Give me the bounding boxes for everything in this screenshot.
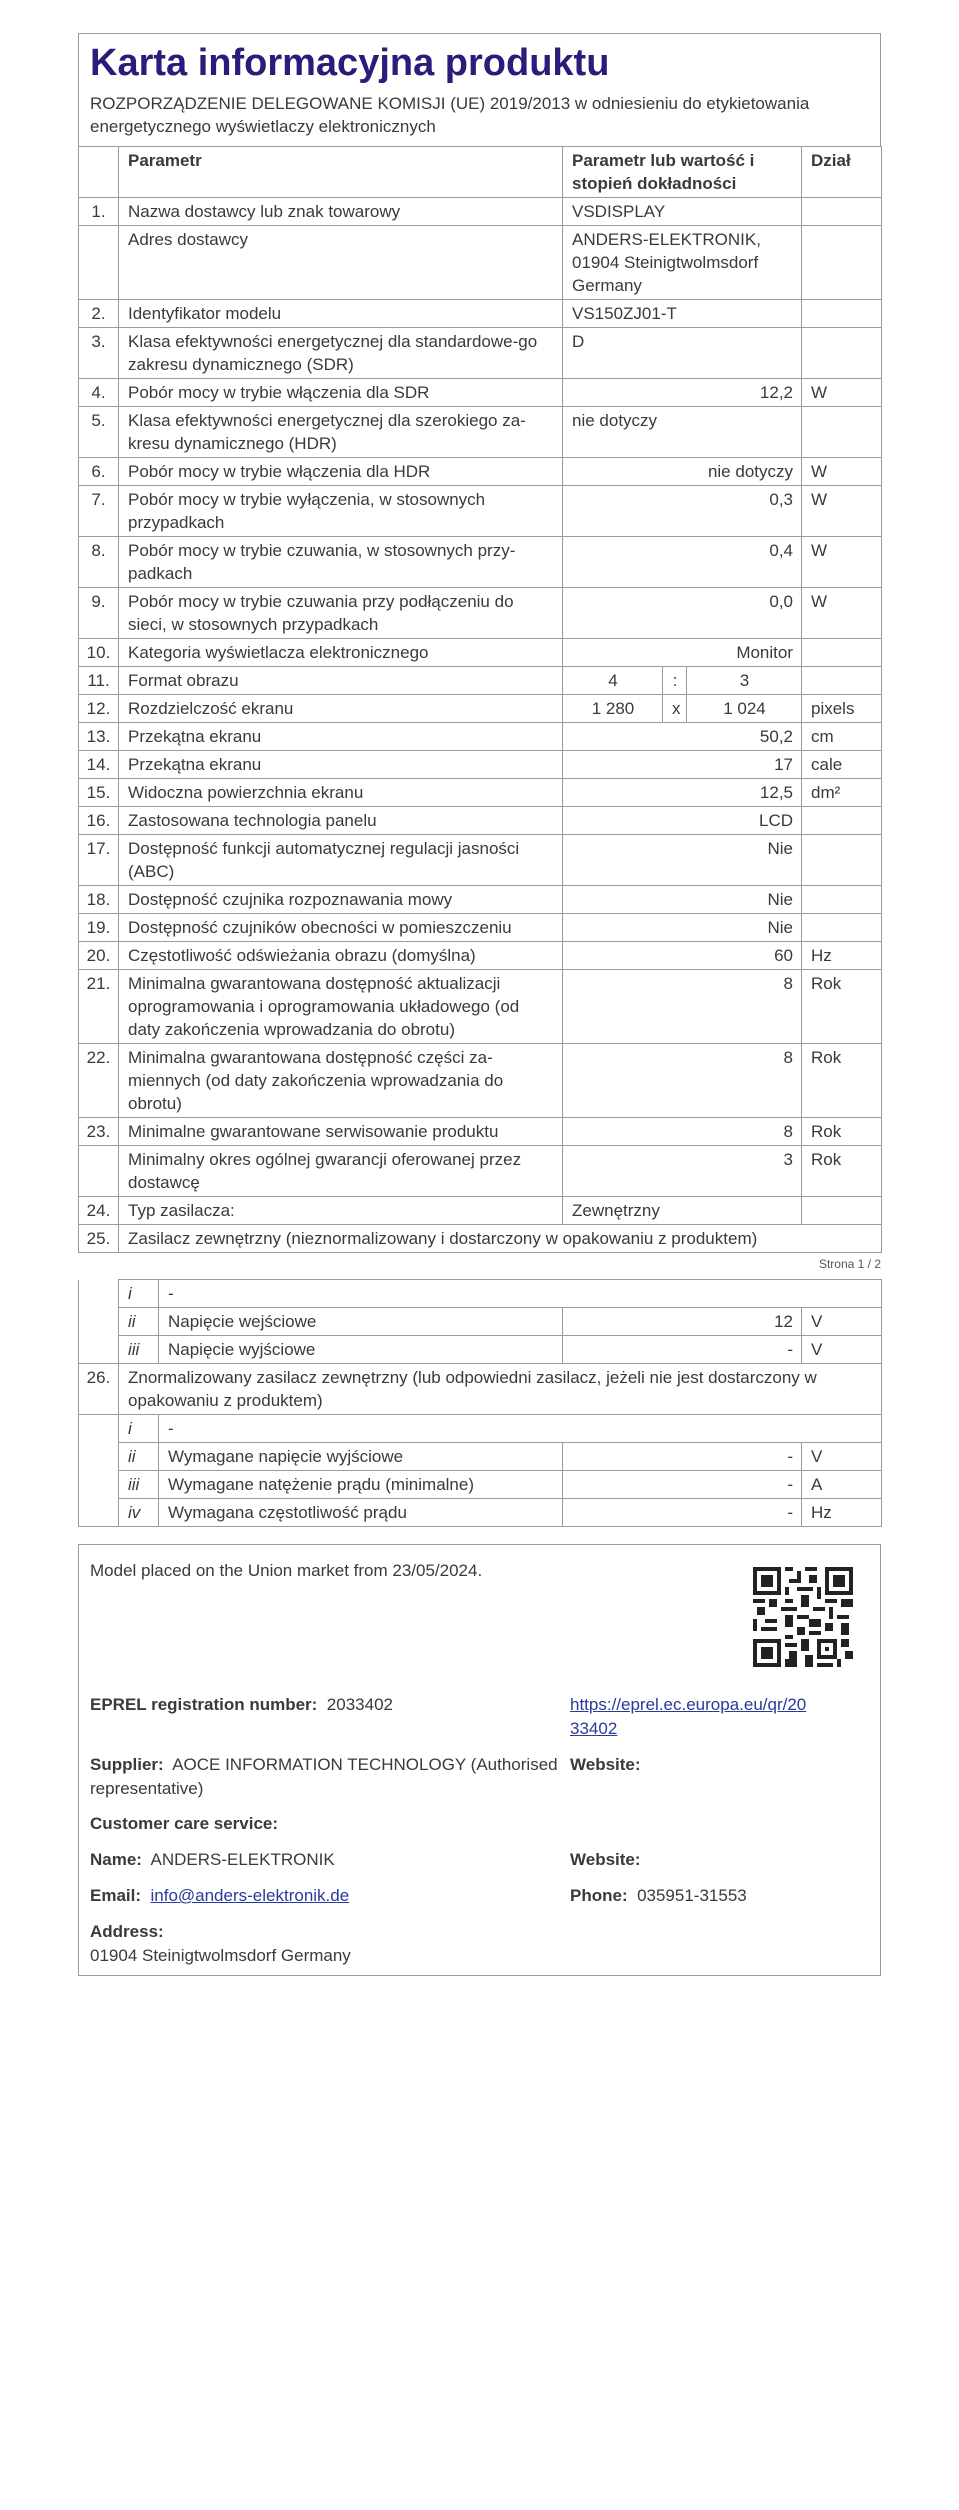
table-row: 12. Rozdzielczość ekranu 1 280 x 1 024 pixels (79, 695, 882, 723)
table-row: 3. Klasa efektywności energetycznej dla standardowe-go zakresu dynamicznego (SDR) D (79, 328, 882, 379)
table-row: 11. Format obrazu 4 : 3 (79, 667, 882, 695)
eprel-registration: EPREL registration number: 2033402 (90, 1695, 393, 1714)
page-title: Karta informacyjna produktu (90, 42, 610, 84)
table-row: 26. Znormalizowany zasilacz zewnętrzny (lub odpowiedni zasilacz, jeżeli nie jest dostarczony w opakowaniu z produktem) (79, 1364, 882, 1415)
table-row: 6. Pobór mocy w trybie włączenia dla HDR nie dotyczy W (79, 458, 882, 486)
table-row: 19. Dostępność czujników obecności w pomieszczeniu Nie (79, 914, 882, 942)
table-row: Minimalny okres ogólnej gwarancji oferowanej przez dostawcę 3 Rok (79, 1146, 882, 1197)
table-row: 25. Zasilacz zewnętrzny (nieznormalizowany i dostarczony w opakowaniu z produktem) (79, 1225, 882, 1253)
table-row: iv Wymagana częstotliwość prądu - Hz (79, 1499, 882, 1527)
customer-care-address: Address: 01904 Steinigtwolmsdorf Germany (90, 1922, 351, 1965)
table-row: ii Napięcie wejściowe 12 V (79, 1308, 882, 1336)
table-row: iii Napięcie wyjściowe - V (79, 1336, 882, 1364)
customer-care-email: Email: info@anders-elektronik.de (90, 1886, 350, 1905)
supplier-website-label: Website: (570, 1755, 641, 1774)
sheet-header (78, 33, 881, 146)
customer-care-phone: Phone: 035951-31553 (570, 1886, 747, 1905)
table-header-row (79, 147, 882, 198)
table-row: Adres dostawcy ANDERS-ELEKTRONIK, 01904 Steinigtwolmsdorf Germany (79, 226, 882, 300)
eprel-link[interactable]: https://eprel.ec.europa.eu/qr/20 33402 (570, 1695, 807, 1738)
table-row: 7. Pobór mocy w trybie wyłączenia, w stosownych przypadkach 0,3 W (79, 486, 882, 537)
page-number: Strona 1 / 2 (818, 1257, 881, 1271)
table-row: i - (79, 1415, 882, 1443)
supplier-info: Supplier: AOCE INFORMATION TECHNOLOGY (Authorised representative) (90, 1755, 558, 1798)
table-row: iii Wymagane natężenie prądu (minimalne) - A (79, 1471, 882, 1499)
table-row: 17. Dostępność funkcji automatycznej regulacji jasności (ABC) Nie (79, 835, 882, 886)
customer-care-name: Name: ANDERS-ELEKTRONIK (90, 1850, 335, 1869)
market-placement-text: Model placed on the Union market from 23/05/2024. (90, 1561, 483, 1580)
column-header-unit: Dział (802, 147, 882, 198)
email-link[interactable]: info@anders-elektronik.de (150, 1886, 350, 1905)
table-row: ii Wymagane napięcie wyjściowe - V (79, 1443, 882, 1471)
table-row: 18. Dostępność czujnika rozpoznawania mowy Nie (79, 886, 882, 914)
eprel-info-box (78, 1544, 881, 1976)
table-row: 9. Pobór mocy w trybie czuwania przy podłączeniu do sieci, w stosownych przypadkach 0,0 W (79, 588, 882, 639)
column-header-value: Parametr lub wartość i stopień dokładności (563, 147, 802, 198)
table-row: 1. Nazwa dostawcy lub znak towarowy VSDISPLAY (79, 198, 882, 226)
column-header-param: Parametr (119, 147, 563, 198)
table-row: 22. Minimalna gwarantowana dostępność części za-miennych (od daty zakończenia wprowadzania do obrotu) 8 Rok (79, 1044, 882, 1118)
table-row: 10. Kategoria wyświetlacza elektronicznego Monitor (79, 639, 882, 667)
table-row: 20. Częstotliwość odświeżania obrazu (domyślna) 60 Hz (79, 942, 882, 970)
table-row: 21. Minimalna gwarantowana dostępność aktualizacji oprogramowania i oprogramowania układowego (od daty zakończenia wprowadzania do obrotu) 8 Rok (79, 970, 882, 1044)
table-row: 24. Typ zasilacza: Zewnętrzny (79, 1197, 882, 1225)
table-row: i - (79, 1280, 882, 1308)
table-row: 5. Klasa efektywności energetycznej dla szerokiego za-kresu dynamicznego (HDR) nie dotyczy (79, 407, 882, 458)
power-supply-table (78, 1279, 882, 1527)
table-row: 13. Przekątna ekranu 50,2 cm (79, 723, 882, 751)
table-row: 23. Minimalne gwarantowane serwisowanie produktu 8 Rok (79, 1118, 882, 1146)
parameter-table (78, 146, 882, 1253)
table-row: 14. Przekątna ekranu 17 cale (79, 751, 882, 779)
customer-care-heading: Customer care service: (90, 1814, 279, 1833)
qr-code-icon[interactable] (753, 1567, 853, 1667)
product-sheet-page-1 (78, 33, 881, 1271)
eprel-link-block (570, 1693, 806, 1741)
table-row: 2. Identyfikator modelu VS150ZJ01-T (79, 300, 882, 328)
product-sheet-page-2 (78, 1279, 881, 1527)
regulation-subtitle: ROZPORZĄDZENIE DELEGOWANE KOMISJI (UE) 2019/2013 w odniesieniu do etykietowania energetycznego wyświetlaczy elektronicznych (90, 94, 810, 136)
table-row: 16. Zastosowana technologia panelu LCD (79, 807, 882, 835)
table-row: 15. Widoczna powierzchnia ekranu 12,5 dm² (79, 779, 882, 807)
table-row: 4. Pobór mocy w trybie włączenia dla SDR 12,2 W (79, 379, 882, 407)
table-row: 8. Pobór mocy w trybie czuwania, w stosownych przy-padkach 0,4 W (79, 537, 882, 588)
customer-care-website-label: Website: (570, 1850, 641, 1869)
